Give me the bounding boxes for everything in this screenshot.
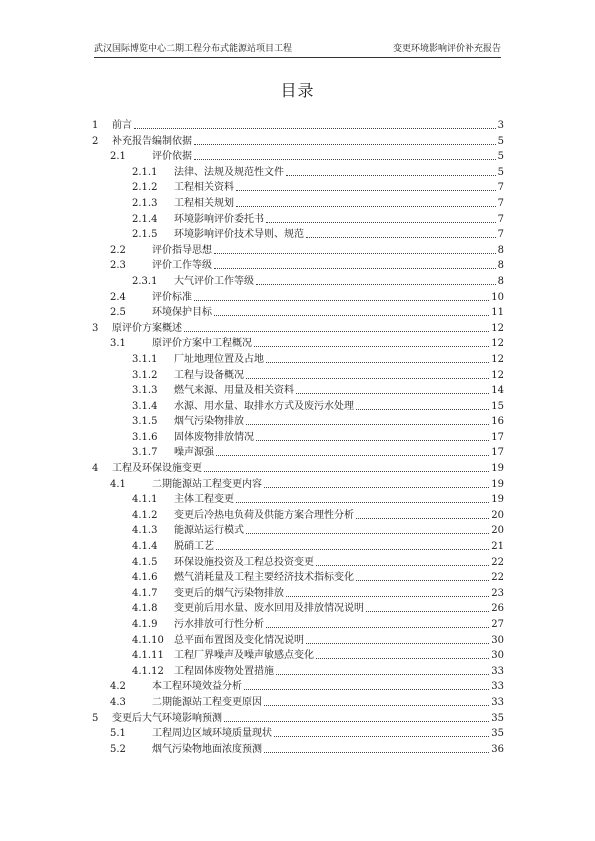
toc-leader-dots (356, 518, 489, 519)
header-right-text: 变更环境影响评价补充报告 (392, 44, 501, 54)
toc-entry-title: 工程相关资料 (174, 182, 234, 194)
toc-entry-page: 8 (497, 275, 504, 287)
toc-entry-number: 3.1.4 (132, 400, 158, 412)
toc-entry[interactable] (92, 633, 504, 649)
toc-entry-page: 12 (491, 338, 504, 350)
toc-entry-page: 33 (491, 681, 504, 693)
toc-leader-dots (306, 643, 489, 644)
toc-entry-title: 烟气污染物排放 (174, 416, 244, 428)
toc-entry-title: 评价依据 (152, 151, 192, 163)
toc-entry[interactable] (92, 118, 504, 134)
toc-entry-number: 3.1.3 (132, 385, 158, 397)
toc-entry-title: 原评价方案中工程概况 (152, 338, 252, 350)
toc-entry-title: 烟气污染物地面浓度预测 (152, 743, 262, 755)
toc-entry[interactable] (92, 461, 504, 477)
toc-leader-dots (224, 721, 489, 722)
toc-entry-page: 33 (491, 665, 504, 677)
toc-entry-title: 二期能源站工程变更内容 (152, 478, 262, 490)
toc-entry-title: 环境影响评价技术导则、规范 (174, 229, 304, 241)
toc-entry[interactable] (92, 601, 504, 617)
toc-entry[interactable] (92, 539, 504, 555)
toc-entry-page: 8 (497, 260, 504, 272)
toc-entry-number: 3.1.5 (132, 416, 158, 428)
toc-entry[interactable] (92, 368, 504, 384)
toc-entry-number: 4.1.9 (132, 619, 158, 630)
toc-leader-dots (266, 627, 489, 628)
toc-entry-page: 19 (491, 463, 504, 475)
toc-leader-dots (246, 378, 489, 379)
toc-entry-title: 工程固体废物处置措施 (174, 665, 274, 677)
toc-entry[interactable] (92, 492, 504, 508)
toc-entry-number: 3.1 (110, 338, 126, 350)
toc-leader-dots (256, 440, 489, 441)
toc-entry[interactable] (92, 321, 504, 337)
toc-entry[interactable] (92, 305, 504, 321)
toc-entry-page: 22 (491, 572, 504, 584)
toc-entry-title: 本工程环境效益分析 (152, 681, 242, 693)
toc-entry[interactable] (92, 212, 504, 228)
toc-entry-title: 大气评价工作等级 (174, 275, 254, 287)
toc-entry[interactable] (92, 430, 504, 446)
toc-entry[interactable] (92, 726, 504, 742)
toc-entry[interactable] (92, 336, 504, 352)
toc-entry-number: 4.1.2 (132, 509, 158, 521)
toc-entry[interactable] (92, 664, 504, 680)
toc-entry[interactable] (92, 742, 504, 758)
toc-entry-page: 30 (491, 634, 504, 646)
toc-leader-dots (296, 393, 489, 394)
toc-entry-number: 1 (92, 120, 99, 131)
toc-entry-number: 2.2 (110, 244, 126, 256)
toc-entry-number: 2.1.3 (132, 197, 158, 209)
toc-entry-page: 12 (491, 353, 504, 365)
toc-entry-number: 4.1.11 (132, 650, 164, 662)
toc-entry-title: 变更后的烟气污染物排放 (174, 587, 284, 599)
toc-entry-number: 3 (92, 322, 99, 334)
toc-entry-page: 5 (497, 135, 504, 147)
toc-entry[interactable] (92, 414, 504, 430)
toc-entry-page: 19 (491, 494, 504, 506)
toc-entry-page: 36 (491, 743, 504, 755)
page-header (94, 41, 501, 58)
toc-entry-number: 3.1.7 (132, 447, 158, 459)
toc-entry[interactable] (92, 648, 504, 664)
toc-entry-number: 4.1.4 (132, 541, 158, 553)
toc-entry-page: 12 (491, 369, 504, 381)
toc-entry-page: 15 (491, 400, 504, 412)
toc-entry-number: 4.1.6 (132, 572, 158, 584)
toc-leader-dots (236, 190, 496, 191)
toc-entry[interactable] (92, 586, 504, 602)
toc-entry-page: 7 (497, 182, 504, 194)
toc-entry-title: 环境影响评价委托书 (174, 213, 264, 225)
toc-entry[interactable] (92, 274, 504, 290)
toc-entry[interactable] (92, 523, 504, 539)
toc-entry-number: 2.5 (110, 307, 126, 319)
toc-leader-dots (216, 455, 489, 456)
toc-entry-page: 30 (491, 650, 504, 662)
toc-leader-dots (264, 705, 489, 706)
toc-entry-page: 21 (491, 541, 504, 553)
toc-leader-dots (356, 409, 489, 410)
toc-entry-page: 5 (497, 151, 504, 163)
toc-leader-dots (266, 222, 496, 223)
toc-entry-page: 27 (491, 619, 504, 630)
toc-entry[interactable] (92, 679, 504, 695)
toc-entry-page: 20 (491, 509, 504, 521)
toc-entry[interactable] (92, 258, 504, 274)
toc-entry-number: 2.1.2 (132, 182, 158, 194)
toc-entry[interactable] (92, 383, 504, 399)
toc-leader-dots (214, 268, 496, 269)
toc-entry-title: 评价指导思想 (152, 244, 212, 256)
toc-entry-page: 11 (491, 307, 504, 319)
toc-leader-dots (246, 424, 489, 425)
toc-entry[interactable] (92, 180, 504, 196)
toc-entry[interactable] (92, 508, 504, 524)
table-of-contents (92, 118, 504, 757)
toc-entry-title: 燃气来源、用量及相关资料 (174, 385, 294, 397)
toc-entry-page: 22 (491, 556, 504, 568)
toc-entry-number: 4.1.7 (132, 587, 158, 599)
toc-entry-title: 燃气消耗量及工程主要经济技术指标变化 (174, 572, 354, 584)
toc-entry-number: 5 (92, 712, 99, 724)
toc-entry-number: 2.3.1 (132, 275, 158, 287)
toc-entry-title: 变更后冷热电负荷及供能方案合理性分析 (174, 509, 354, 521)
toc-entry-title: 补充报告编制依据 (112, 135, 192, 147)
toc-entry[interactable] (92, 227, 504, 243)
toc-entry-title: 主体工程变更 (174, 494, 234, 506)
toc-entry-title: 脱硝工艺 (174, 541, 214, 553)
toc-entry-number: 3.1.2 (132, 369, 158, 381)
toc-entry-page: 14 (491, 385, 504, 397)
toc-entry[interactable] (92, 617, 504, 633)
toc-entry-number: 4.3 (110, 696, 126, 708)
toc-leader-dots (264, 752, 489, 753)
toc-entry[interactable] (92, 134, 504, 150)
toc-entry-title: 二期能源站工程变更原因 (152, 696, 262, 708)
toc-entry-page: 12 (491, 322, 504, 334)
toc-entry-page: 35 (491, 712, 504, 724)
toc-leader-dots (236, 502, 489, 503)
toc-leader-dots (214, 315, 489, 316)
toc-entry-number: 5.1 (110, 728, 126, 740)
toc-entry-number: 2.3 (110, 260, 126, 272)
toc-entry-number: 4.1.8 (132, 603, 158, 615)
toc-entry-number: 2.4 (110, 291, 126, 303)
toc-leader-dots (216, 549, 489, 550)
toc-entry[interactable] (92, 711, 504, 727)
toc-entry-title: 工程相关规划 (174, 197, 234, 209)
toc-leader-dots (266, 362, 489, 363)
toc-entry-title: 环境保护目标 (152, 307, 212, 319)
toc-leader-dots (274, 736, 489, 737)
toc-leader-dots (286, 596, 489, 597)
toc-leader-dots (214, 253, 496, 254)
toc-entry-page: 20 (491, 525, 504, 537)
toc-leader-dots (244, 689, 489, 690)
toc-entry-title: 噪声源强 (174, 447, 214, 459)
toc-entry-title: 总平面布置图及变化情况说明 (174, 634, 304, 646)
toc-leader-dots (204, 471, 489, 472)
toc-entry-title: 工程周边区域环境质量现状 (152, 728, 272, 740)
toc-leader-dots (194, 159, 496, 160)
toc-entry-page: 7 (497, 197, 504, 209)
toc-entry-number: 2.1.1 (132, 166, 158, 178)
toc-entry-page: 33 (491, 696, 504, 708)
toc-entry-number: 2.1.4 (132, 213, 158, 225)
toc-entry-title: 环保设施投资及工程总投资变更 (174, 556, 314, 568)
toc-entry-number: 5.2 (110, 743, 126, 755)
toc-leader-dots (356, 580, 489, 581)
toc-entry[interactable] (92, 555, 504, 571)
toc-entry-title: 变更后大气环境影响预测 (112, 712, 222, 724)
toc-entry-title: 水源、用水量、取排水方式及废污水处理 (174, 400, 354, 412)
toc-entry-number: 4.1.1 (132, 494, 158, 506)
toc-entry-number: 3.1.1 (132, 353, 158, 365)
toc-leader-dots (246, 533, 489, 534)
toc-entry-title: 前言 (112, 120, 132, 131)
page-title: 目录 (280, 81, 315, 100)
toc-entry-page: 3 (497, 120, 504, 131)
toc-entry-page: 10 (491, 291, 504, 303)
toc-entry-number: 4.1.12 (132, 665, 164, 677)
toc-entry-title: 法律、法规及规范性文件 (174, 166, 284, 178)
toc-entry-title: 污水排放可行性分析 (174, 619, 264, 630)
toc-entry-number: 4 (92, 463, 99, 475)
toc-leader-dots (134, 128, 496, 129)
toc-entry-title: 能源站运行模式 (174, 525, 244, 537)
toc-leader-dots (276, 674, 489, 675)
toc-entry[interactable] (92, 352, 504, 368)
toc-leader-dots (316, 658, 489, 659)
toc-entry-page: 17 (491, 447, 504, 459)
toc-entry-number: 2 (92, 135, 99, 147)
toc-entry[interactable] (92, 243, 504, 259)
toc-entry-title: 工程厂界噪声及噪声敏感点变化 (174, 650, 314, 662)
toc-entry-number: 4.1.5 (132, 556, 158, 568)
toc-entry-page: 17 (491, 431, 504, 443)
toc-entry-number: 3.1.6 (132, 431, 158, 443)
toc-entry-page: 8 (497, 244, 504, 256)
toc-entry-title: 变更前后用水量、废水回用及排放情况说明 (174, 603, 364, 615)
toc-leader-dots (254, 346, 489, 347)
toc-leader-dots (316, 565, 489, 566)
toc-entry-number: 4.1.3 (132, 525, 158, 537)
toc-leader-dots (286, 175, 496, 176)
toc-entry-title: 工程与设备概况 (174, 369, 244, 381)
toc-leader-dots (306, 237, 496, 238)
header-left-text: 武汉国际博览中心二期工程分布式能源站项目工程 (94, 44, 293, 54)
toc-entry-title: 厂址地理位置及占地 (174, 353, 264, 365)
toc-entry-page: 5 (497, 166, 504, 178)
toc-leader-dots (366, 611, 489, 612)
toc-entry[interactable] (92, 290, 504, 306)
toc-entry-number: 4.1.10 (132, 634, 164, 646)
toc-entry-number: 4.1 (110, 478, 126, 490)
toc-leader-dots (264, 487, 489, 488)
toc-leader-dots (256, 284, 496, 285)
toc-entry[interactable] (92, 399, 504, 415)
toc-entry-title: 评价工作等级 (152, 260, 212, 272)
toc-leader-dots (184, 331, 489, 332)
toc-entry-number: 2.1.5 (132, 229, 158, 241)
toc-entry-title: 原评价方案概述 (112, 322, 182, 334)
toc-entry-number: 2.1 (110, 151, 126, 163)
toc-leader-dots (194, 300, 489, 301)
toc-entry-page: 7 (497, 213, 504, 225)
toc-entry[interactable] (92, 477, 504, 493)
toc-entry[interactable] (92, 196, 504, 212)
toc-entry[interactable] (92, 165, 504, 181)
toc-entry-page: 35 (491, 728, 504, 740)
toc-entry[interactable] (92, 445, 504, 461)
toc-leader-dots (236, 206, 496, 207)
toc-entry[interactable] (92, 695, 504, 711)
toc-entry-title: 评价标准 (152, 291, 192, 303)
toc-entry[interactable] (92, 570, 504, 586)
toc-leader-dots (194, 144, 496, 145)
toc-entry-page: 26 (491, 603, 504, 615)
toc-entry-page: 7 (497, 229, 504, 241)
toc-entry-page: 16 (491, 416, 504, 428)
toc-entry-title: 工程及环保设施变更 (112, 463, 202, 475)
toc-entry-title: 固体废物排放情况 (174, 431, 254, 443)
toc-entry[interactable] (92, 149, 504, 165)
toc-entry-page: 23 (491, 587, 504, 599)
toc-entry-page: 19 (491, 478, 504, 490)
toc-entry-number: 4.2 (110, 681, 126, 693)
